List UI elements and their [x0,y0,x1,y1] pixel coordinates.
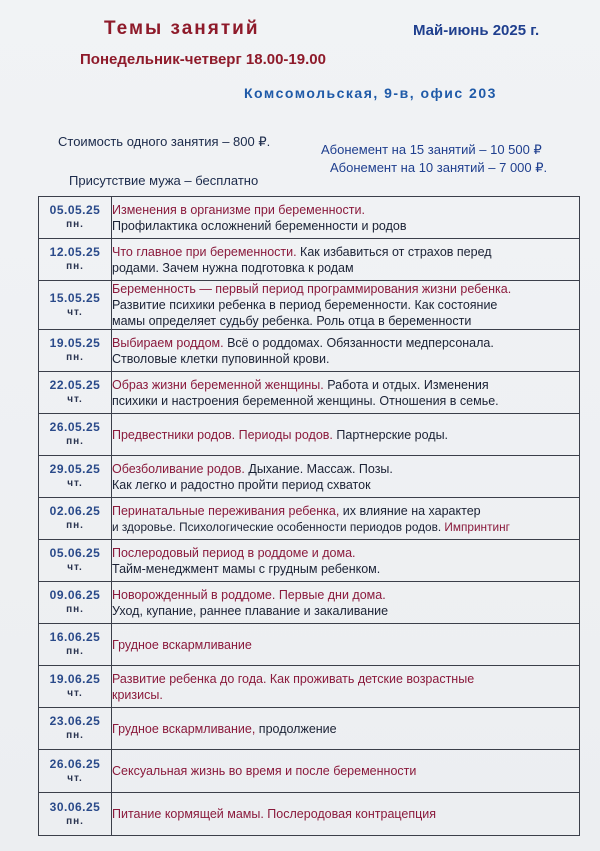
lesson-topic-line-2-text: психики и настроения беременной женщины. Отношения в семье. [112,393,499,408]
lesson-date-cell [39,239,112,281]
lesson-weekday: чт. [67,562,83,573]
lesson-date-cell [39,624,112,666]
lesson-date-cell [39,498,112,540]
table-row [39,708,580,750]
lesson-topic-cell [112,372,580,414]
lesson-topic-line-2 [112,477,579,493]
lesson-topic-heading [112,503,579,519]
single-lesson-price: Стоимость одного занятия – 800 ₽. [58,134,271,149]
lesson-topic-line-2-text: Тайм-менеджмент мамы с грудным ребенком. [112,561,381,576]
lesson-topic-title-tail: Как избавиться от страхов перед [296,244,492,259]
lesson-topic-title: Выбираем роддом. [112,335,224,350]
lesson-date-cell [39,666,112,708]
subscription-10: Абонемент на 10 занятий – 7 000 ₽. [330,160,548,175]
lesson-topic-line-2 [112,260,579,276]
lesson-topic-title: Образ жизни беременной женщины. [112,377,324,392]
lesson-topic-title-tail: Работа и отдых. Изменения [323,377,489,392]
lesson-date: 16.06.25 [49,630,101,644]
lesson-topic-title: Послеродовый период в роддоме и дома. [112,545,356,560]
lesson-date-cell [39,793,112,836]
lesson-date: 05.05.25 [49,203,101,217]
lesson-topic-cell [112,456,580,498]
lesson-topic-title: Беременность — первый период программирования жизни ребенка. [112,282,512,296]
lesson-topic-heading [112,671,579,687]
lesson-weekday: чт. [67,688,83,699]
lesson-topic-line-2 [112,603,579,619]
lesson-topic-title: Что главное при беременности. [112,244,297,259]
table-row [39,582,580,624]
lesson-topic-line-2 [112,351,579,367]
table-row [39,239,580,281]
lesson-topic-cell [112,281,580,330]
lesson-topic-line-2-text: Стволовые клетки пуповинной крови. [112,351,330,366]
lesson-topic-cell [112,666,580,708]
lesson-topic-cell [112,582,580,624]
table-row [39,750,580,793]
lesson-topic-line-2 [112,687,579,703]
address-line: Комсомольская, 9-в, офис 203 [244,85,497,101]
lesson-topic-line-2-text: родами. Зачем нужна подготовка к родам [112,260,354,275]
lesson-topic-heading [112,637,579,653]
lesson-topic-title: Питание кормящей мамы. Послеродовая контрацепция [112,807,437,821]
lesson-topic-heading [112,763,579,779]
lesson-topic-heading [112,202,579,218]
lesson-date: 12.05.25 [49,245,101,259]
lesson-topic-heading [112,587,579,603]
lesson-topic-line-2-tail: Импринтинг [441,519,510,534]
lesson-date: 30.06.25 [49,799,101,814]
lesson-topic-line-2-text: Развитие психики ребенка в период беременности. Как состояние [112,298,498,312]
lesson-topic-cell [112,498,580,540]
lesson-topic-title-tail: их влияние на характер [339,503,481,518]
lesson-topic-title: Обезболивание родов. [112,461,245,476]
lesson-topic-line-2 [112,519,579,535]
lesson-date: 26.05.25 [49,420,101,434]
lesson-topic-line-2-text: кризисы. [112,687,163,702]
lesson-topic-line-2 [112,393,579,409]
lesson-topic-heading [112,806,579,822]
lesson-topic-title: Изменения в организме при беременности. [112,202,365,217]
lesson-topic-line-2 [112,297,579,313]
lesson-topic-line-3: мамы определяет судьбу ребенка. Роль отца в беременности [112,314,472,328]
lesson-weekday: пн. [66,261,84,272]
lesson-date: 09.06.25 [49,588,101,602]
husband-free-note: Присутствие мужа – бесплатно [69,173,259,188]
lesson-date-cell [39,281,112,330]
page-title: Темы занятий [104,18,260,39]
lesson-date: 19.05.25 [49,336,101,350]
lesson-topic-title: Грудное вскармливание, [112,721,256,736]
lesson-weekday: чт. [67,394,83,405]
period-label: Май-июнь 2025 г. [413,22,540,39]
lesson-date-cell [39,708,112,750]
table-row [39,372,580,414]
lessons-table [38,196,580,836]
lesson-topic-heading [112,427,579,443]
lesson-weekday: чт. [67,306,83,318]
lesson-date-cell [39,750,112,793]
table-row [39,456,580,498]
lesson-date: 15.05.25 [49,290,101,305]
lesson-weekday: пн. [66,219,84,230]
lesson-topic-title: Развитие ребенка до года. Как проживать детские возрастные [112,671,475,686]
lesson-topic-line-2-text: Профилактика осложнений беременности и родов [112,218,407,233]
lesson-topic-heading [112,244,579,260]
table-row [39,540,580,582]
lesson-topic-line-2 [112,561,579,577]
table-row [39,330,580,372]
table-row [39,666,580,708]
lesson-weekday: пн. [66,604,84,615]
lesson-weekday: пн. [66,730,84,741]
table-row [39,414,580,456]
lesson-date: 05.06.25 [49,546,101,560]
lesson-topic-title-tail: Всё о роддомах. Обязанности медперсонала. [223,335,494,350]
lesson-topic-title: Предвестники родов. Периоды родов. [112,427,333,442]
lesson-topic-line-2 [112,218,579,234]
lesson-topic-title: Перинатальные переживания ребенка, [112,503,340,518]
table-row [39,498,580,540]
lesson-topic-title: Сексуальная жизнь во время и после беременности [112,764,417,778]
lesson-topic-cell [112,540,580,582]
lesson-date: 23.06.25 [49,714,101,728]
lesson-weekday: чт. [67,772,83,784]
lesson-date-cell [39,540,112,582]
lesson-topic-cell [112,239,580,281]
lesson-weekday: пн. [66,815,84,827]
lesson-weekday: пн. [66,646,84,657]
lesson-topic-heading [112,335,579,351]
subscription-15: Абонемент на 15 занятий – 10 500 ₽ [321,142,542,157]
lesson-date-cell [39,414,112,456]
table-row [39,281,580,330]
lesson-topic-line-2-text: Как легко и радостно пройти период схваток [112,477,371,492]
lesson-topic-heading [112,545,579,561]
table-row [39,793,580,836]
lesson-date: 29.05.25 [49,462,101,476]
lesson-date: 19.06.25 [49,672,101,686]
lesson-topic-cell [112,793,580,836]
lesson-topic-heading [112,721,579,737]
lesson-topic-title-tail: продолжение [255,721,337,736]
lesson-date-cell [39,330,112,372]
lesson-date-cell [39,372,112,414]
lesson-date-cell [39,197,112,239]
lesson-weekday: пн. [66,352,84,363]
lesson-topic-line-2-text: Уход, купание, раннее плавание и закаливание [112,603,389,618]
lesson-topic-heading [112,377,579,393]
lesson-topic-line-2-text: и здоровье. Психологические особенности периодов родов. [112,519,442,534]
lesson-topic-title: Грудное вскармливание [112,637,252,652]
schedule-hours: Понедельник-четверг 18.00-19.00 [80,51,326,68]
lesson-topic-cell [112,197,580,239]
lesson-topic-heading [112,281,579,297]
table-row [39,197,580,239]
table-row [39,624,580,666]
lesson-weekday: чт. [67,478,83,489]
lesson-topic-cell [112,624,580,666]
lesson-date: 22.05.25 [49,378,101,392]
lesson-weekday: пн. [66,436,84,447]
lesson-topic-cell [112,330,580,372]
lesson-date: 26.06.25 [49,756,101,771]
lesson-date-cell [39,456,112,498]
lesson-topic-title: Новорожденный в роддоме. Первые дни дома. [112,587,386,602]
lesson-date: 02.06.25 [49,504,101,518]
lesson-topic-cell [112,414,580,456]
lesson-topic-heading [112,461,579,477]
lesson-topic-title-tail: Партнерские роды. [332,427,449,442]
lesson-topic-title-tail: Дыхание. Массаж. Позы. [244,461,393,476]
lesson-topic-cell [112,750,580,793]
lesson-weekday: пн. [66,520,84,531]
lesson-topic-cell [112,708,580,750]
lesson-date-cell [39,582,112,624]
